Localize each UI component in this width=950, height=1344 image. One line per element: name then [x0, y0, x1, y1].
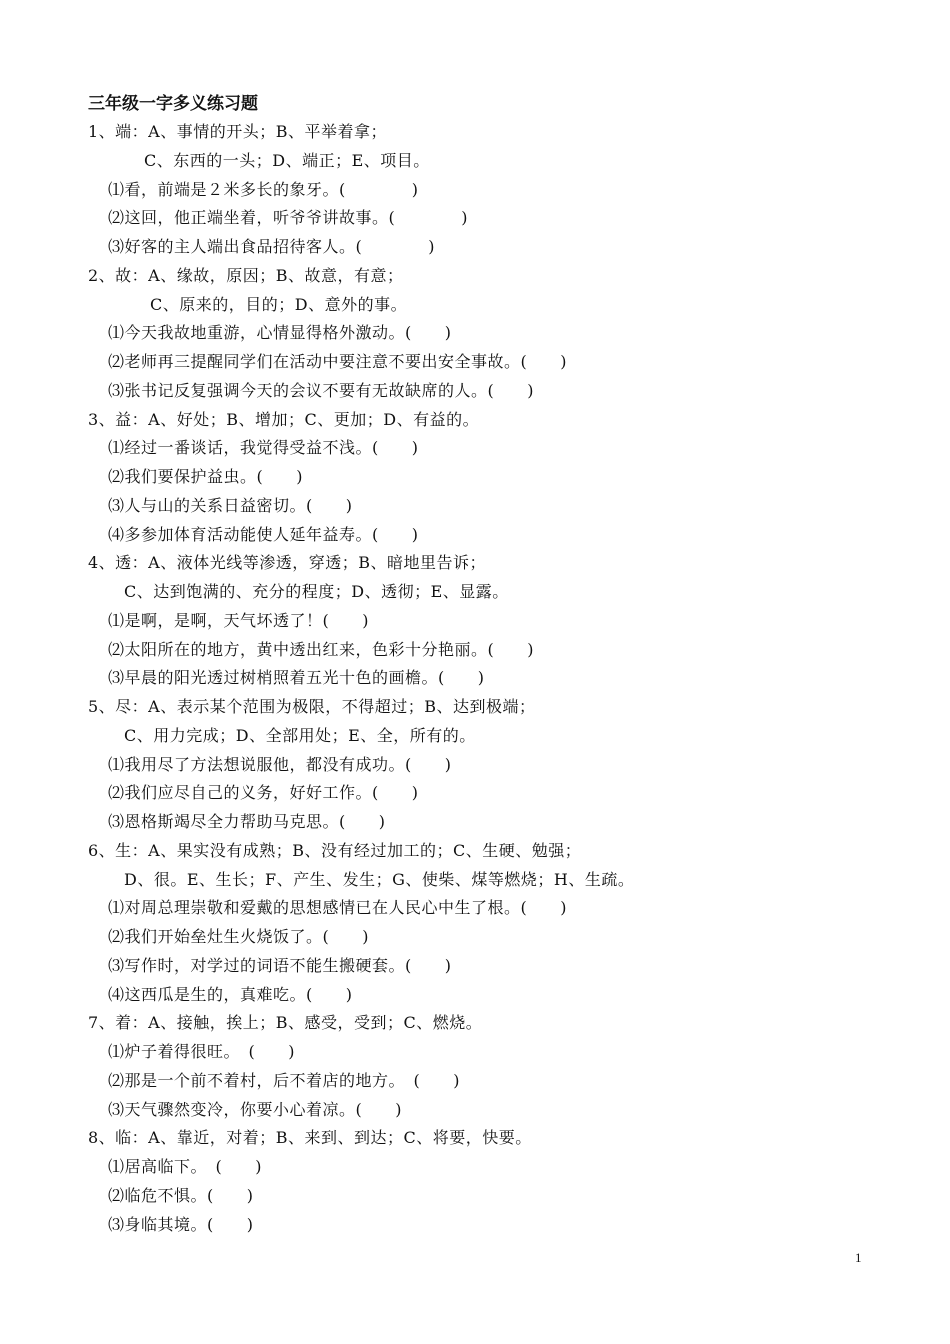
- question-heading: 3、益：A、好处；B、增加；C、更加；D、有益的。: [88, 409, 480, 429]
- sentence-item: ⑵老师再三提醒同学们在活动中要注意不要出安全事故。( ): [108, 352, 567, 371]
- sentence-item: ⑴今天我故地重游，心情显得格外激动。( ): [108, 323, 452, 343]
- definition-line: D、很。E、生长；F、产生、发生；G、使柴、煤等燃烧；H、生疏。: [124, 869, 635, 889]
- page-number: 1: [855, 1250, 862, 1265]
- question-heading: 1、端：A、事情的开头；B、平举着拿；: [88, 122, 387, 141]
- sentence-item: ⑴居高临下。 ( ): [108, 1157, 262, 1176]
- sentence-item: ⑴看，前端是２米多长的象牙。( ): [108, 179, 419, 199]
- sentence-item: ⑵我们要保护益虫。( ): [108, 467, 303, 486]
- page-title: 三年级一字多义练习题: [88, 94, 258, 114]
- sentence-item: ⑵我们开始垒灶生火烧饭了。( ): [108, 927, 369, 946]
- sentence-item: ⑶早晨的阳光透过树梢照着五光十色的画檐。( ): [108, 668, 485, 688]
- sentence-item: ⑵我们应尽自己的义务，好好工作。( ): [108, 783, 419, 803]
- definition-line: C、达到饱满的、充分的程度；D、透彻；E、显露。: [124, 582, 509, 601]
- sentence-item: ⑴是啊，是啊，天气坏透了！( ): [108, 610, 369, 630]
- sentence-item: ⑵太阳所在的地方，黄中透出红来，色彩十分艳丽。( ): [108, 639, 534, 659]
- sentence-item: ⑷多参加体育活动能使人延年益寿。( ): [108, 524, 419, 544]
- sentence-item: ⑶恩格斯竭尽全力帮助马克思。( ): [108, 812, 386, 831]
- sentence-item: ⑵那是一个前不着村，后不着店的地方。 ( ): [108, 1070, 460, 1090]
- sentence-item: ⑶张书记反复强调今天的会议不要有无故缺席的人。( ): [108, 380, 534, 400]
- definition-line: C、用力完成；D、全部用处；E、全，所有的。: [124, 725, 476, 745]
- question-heading: 5、尽：A、表示某个范围为极限，不得超过；B、达到极端；: [88, 697, 536, 716]
- sentence-item: ⑵临危不惧。( ): [108, 1185, 254, 1205]
- definition-line: C、原来的，目的；D、意外的事。: [150, 294, 408, 314]
- sentence-item: ⑶好客的主人端出食品招待客人。( ): [108, 237, 435, 256]
- sentence-item: ⑶身临其境。( ): [108, 1214, 254, 1234]
- sentence-item: ⑶天气骤然变冷，你要小心着凉。( ): [108, 1099, 402, 1119]
- sentence-item: ⑵这回，他正端坐着，听爷爷讲故事。( ): [108, 208, 468, 228]
- definition-line: C、东西的一头；D、端正；E、项目。: [144, 150, 430, 170]
- sentence-item: ⑶写作时，对学过的词语不能生搬硬套。( ): [108, 955, 452, 975]
- question-heading: 7、着：A、接触，挨上；B、感受，受到；C、燃烧。: [88, 1013, 483, 1033]
- sentence-item: ⑶人与山的关系日益密切。( ): [108, 495, 353, 515]
- sentence-item: ⑷这西瓜是生的，真难吃。( ): [108, 984, 353, 1004]
- sentence-item: ⑴对周总理崇敬和爱戴的思想感情已在人民心中生了根。( ): [108, 898, 567, 918]
- sentence-item: ⑴炉子着得很旺。 ( ): [108, 1042, 295, 1061]
- question-heading: 8、临：A、靠近，对着；B、来到、到达；C、将要，快要。: [88, 1128, 532, 1148]
- sentence-item: ⑴经过一番谈话，我觉得受益不浅。( ): [108, 438, 419, 458]
- question-heading: 4、透：A、液体光线等渗透，穿透；B、暗地里告诉；: [88, 553, 486, 573]
- question-heading: 6、生：A、果实没有成熟；B、没有经过加工的；C、生硬、勉强；: [88, 840, 582, 860]
- exercise-list: [0, 118, 950, 1239]
- question-heading: 2、故：A、缘故，原因；B、故意，有意；: [88, 265, 404, 285]
- sentence-item: ⑴我用尽了方法想说服他，都没有成功。( ): [108, 754, 452, 774]
